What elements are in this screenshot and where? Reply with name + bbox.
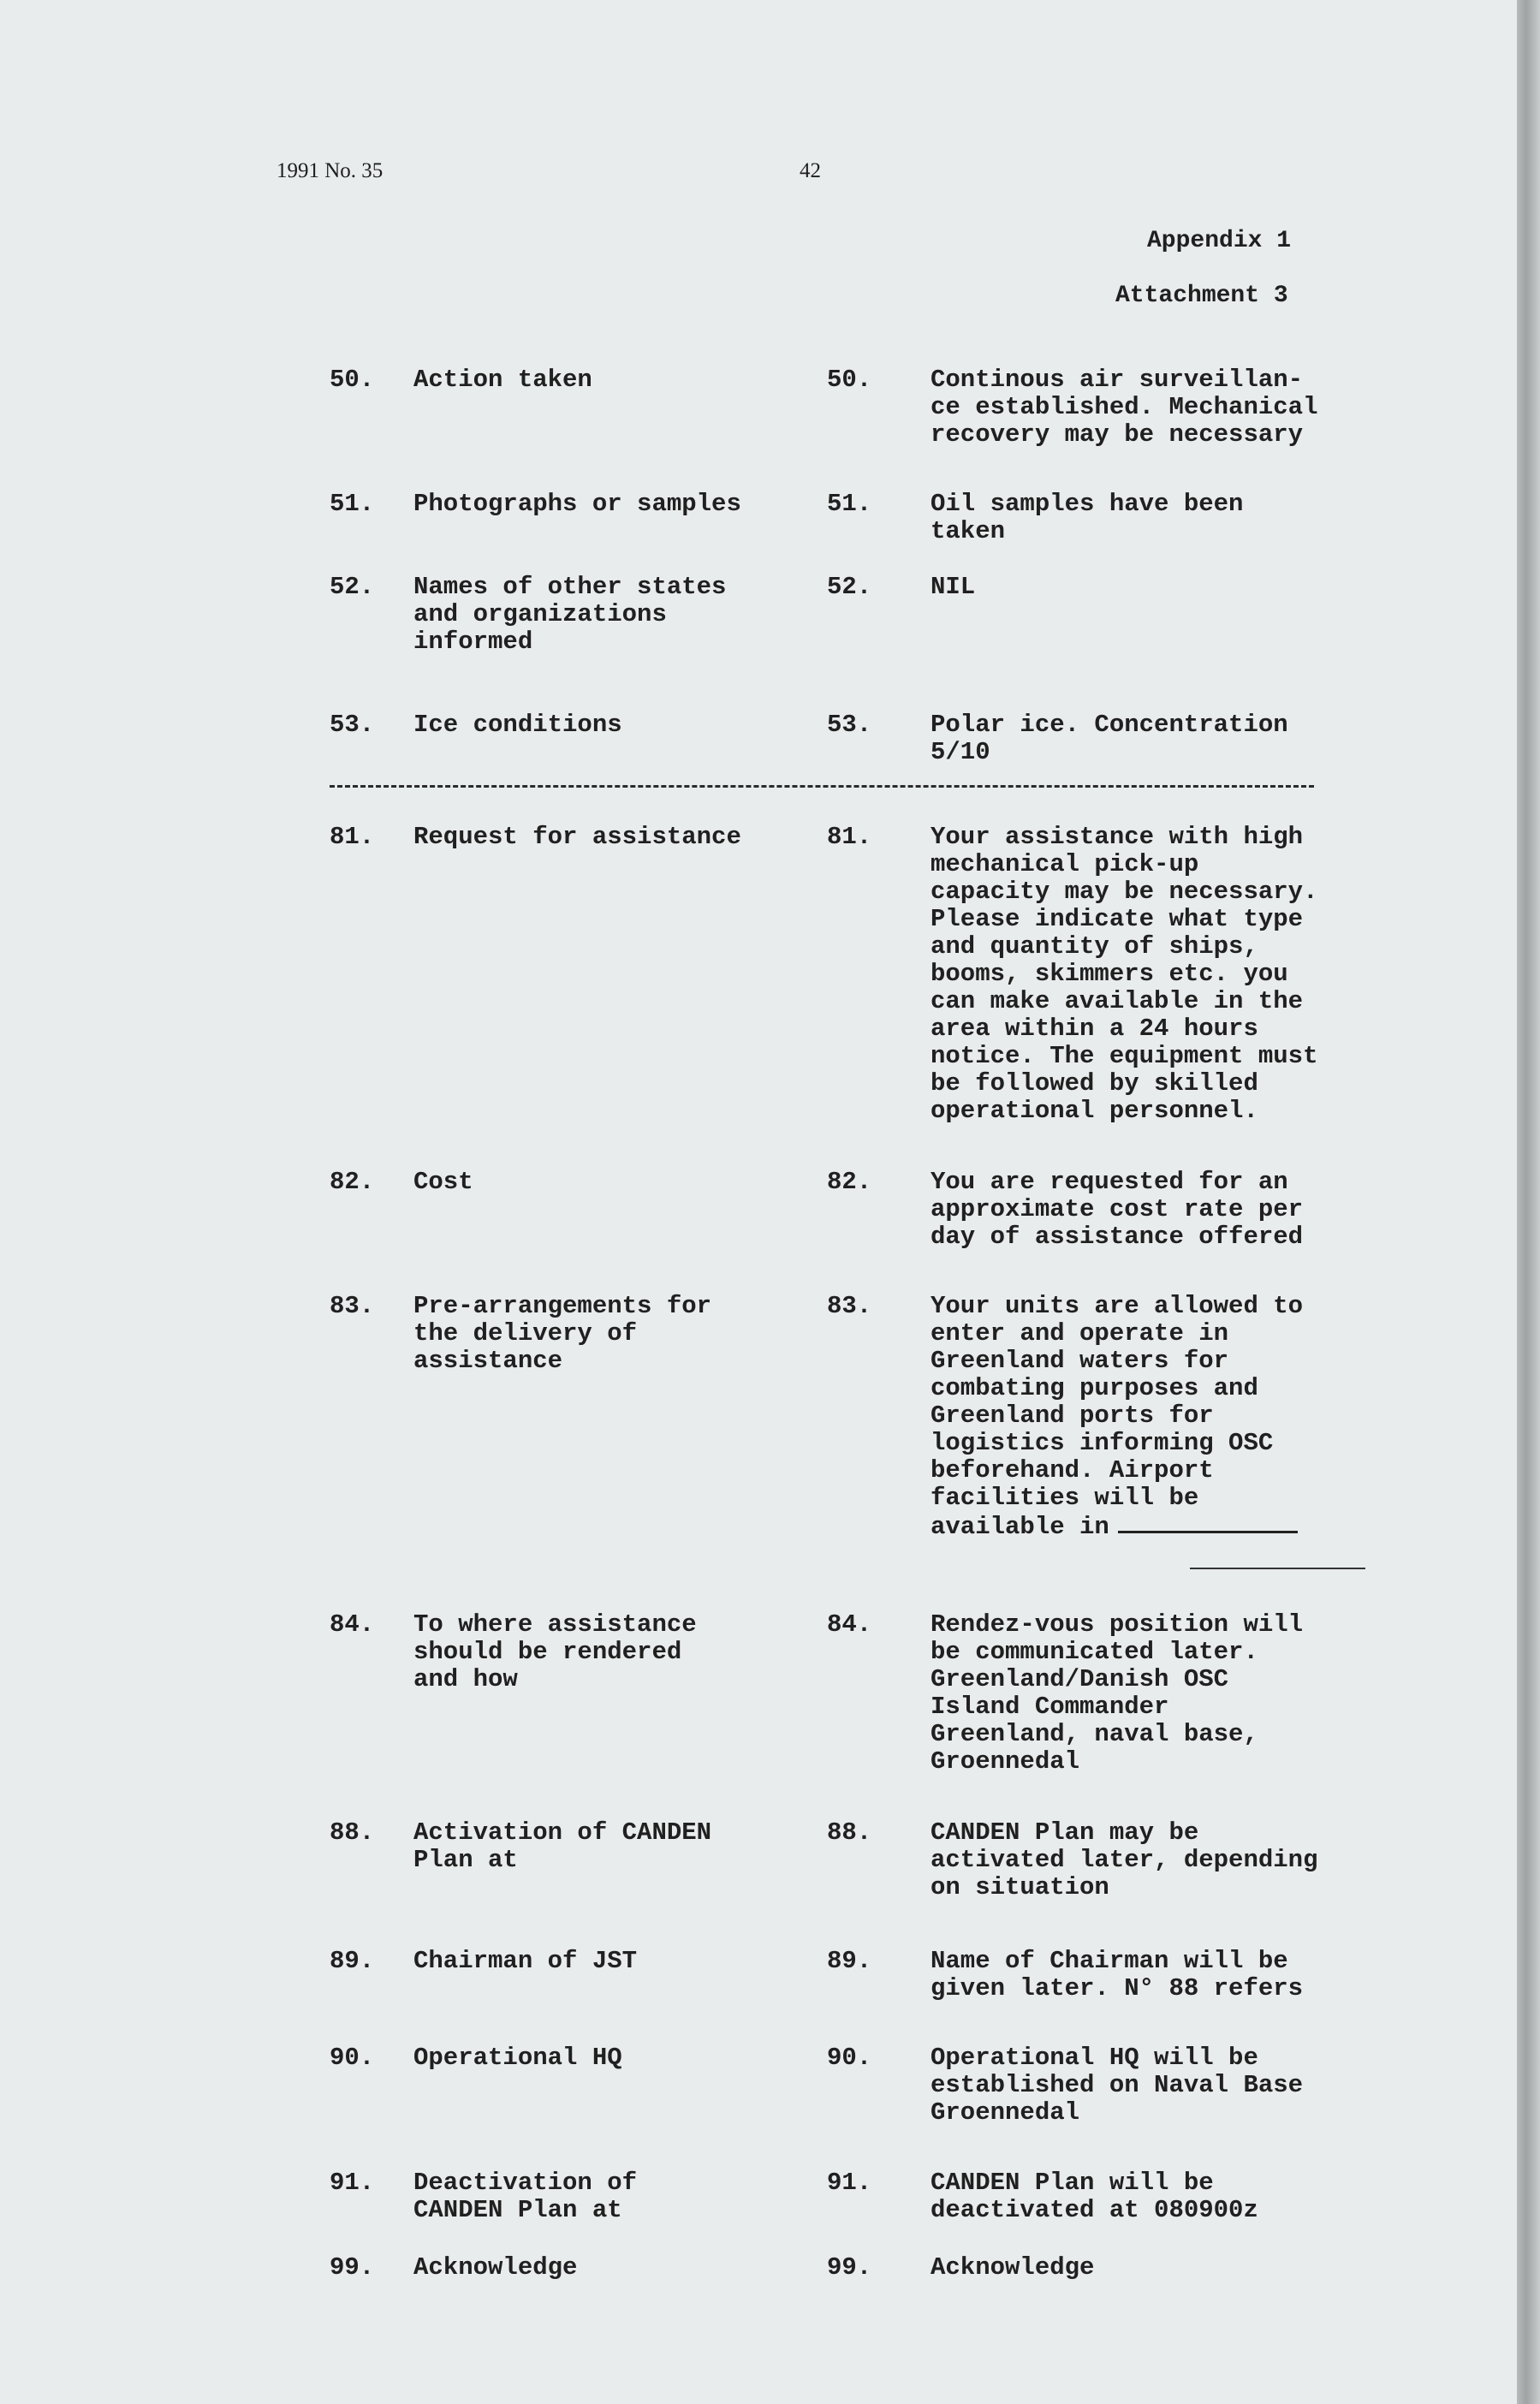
entry-response: Your assistance with high mechanical pick-up capacity may be necessary. Please indicate what type and quantity of ships, booms, skimmers etc. you can make available in the area within a 24 hours notice. The equipment must be followed by skilled operational personnel. [931, 823, 1318, 1125]
entry-response: Rendez-vous position will be communicated later. Greenland/Danish OSC Island Commander Greenland, naval base, Groennedal [931, 1610, 1304, 1776]
entry-label: Photographs or samples [413, 490, 741, 518]
entry-number: 52. [330, 573, 375, 601]
blank-fill-line [1118, 1512, 1298, 1533]
entry-response: CANDEN Plan may be activated later, depending on situation [931, 1818, 1318, 1901]
entry-number-response: 82. [827, 1168, 872, 1196]
entry-response: You are requested for an approximate cost rate per day of assistance offered [931, 1168, 1304, 1251]
entry-number-response: 89. [827, 1947, 872, 1975]
entry-response-text: Your units are allowed to enter and operate in Greenland waters for combating purposes and Greenland ports for logistics informing OSC beforehand. Airport facilities will be available in [931, 1292, 1304, 1541]
entry-number: 81. [330, 823, 375, 851]
entry-number-response: 81. [827, 823, 872, 851]
entry-response: Polar ice. Concentration 5/10 [931, 711, 1288, 766]
section-divider [330, 785, 1314, 788]
entry-label: Chairman of JST [413, 1947, 638, 1975]
underline-rule [1190, 1568, 1365, 1569]
entry-label: Cost [413, 1168, 473, 1196]
entry-label: Names of other states and organizations informed [413, 573, 727, 656]
entry-label: Deactivation of CANDEN Plan at [413, 2169, 638, 2224]
entry-number: 99. [330, 2253, 375, 2282]
entry-number-response: 91. [827, 2169, 872, 2197]
entry-number: 90. [330, 2044, 375, 2072]
entry-number: 50. [330, 366, 375, 394]
entry-number-response: 51. [827, 490, 872, 518]
law-reference: 1991 No. 35 [276, 159, 384, 182]
entry-number-response: 88. [827, 1818, 872, 1847]
entry-number-response: 83. [827, 1292, 872, 1320]
appendix-heading: Appendix 1 [1147, 228, 1292, 254]
attachment-heading: Attachment 3 [1115, 283, 1288, 309]
entry-number: 89. [330, 1947, 375, 1975]
entry-label: Request for assistance [413, 823, 741, 851]
entry-number: 83. [330, 1292, 375, 1320]
entry-response: Acknowledge [931, 2253, 1095, 2282]
entry-label: Pre-arrangements for the delivery of assistance [413, 1292, 712, 1375]
entry-number-response: 84. [827, 1610, 872, 1639]
entry-label: To where assistance should be rendered and how [413, 1610, 697, 1693]
entry-number-response: 53. [827, 711, 872, 739]
entry-label: Ice conditions [413, 711, 622, 739]
entry-response: CANDEN Plan will be deactivated at 080900z [931, 2169, 1258, 2224]
entry-number-response: 99. [827, 2253, 872, 2282]
entry-number: 53. [330, 711, 375, 739]
page-number: 42 [800, 159, 821, 182]
entry-response: Continous air surveillan- ce established. Mechanical recovery may be necessary [931, 366, 1318, 449]
page-edge [1517, 0, 1540, 2404]
entry-number: 88. [330, 1818, 375, 1847]
entry-number-response: 90. [827, 2044, 872, 2072]
entry-response: Name of Chairman will be given later. N° 88 refers [931, 1947, 1304, 2002]
entry-number-response: 52. [827, 573, 872, 601]
entry-number: 82. [330, 1168, 375, 1196]
entry-label: Operational HQ [413, 2044, 622, 2072]
entry-number: 51. [330, 490, 375, 518]
entry-response: Operational HQ will be established on Naval Base Groennedal [931, 2044, 1304, 2127]
entry-label: Acknowledge [413, 2253, 578, 2282]
entry-response [931, 1293, 1410, 1541]
entry-label: Activation of CANDEN Plan at [413, 1818, 712, 1874]
entry-number-response: 50. [827, 366, 872, 394]
entry-label: Action taken [413, 366, 592, 394]
entry-number: 84. [330, 1610, 375, 1639]
entry-response: Oil samples have been taken [931, 490, 1244, 545]
entry-response: NIL [931, 573, 976, 601]
entry-number: 91. [330, 2169, 375, 2197]
